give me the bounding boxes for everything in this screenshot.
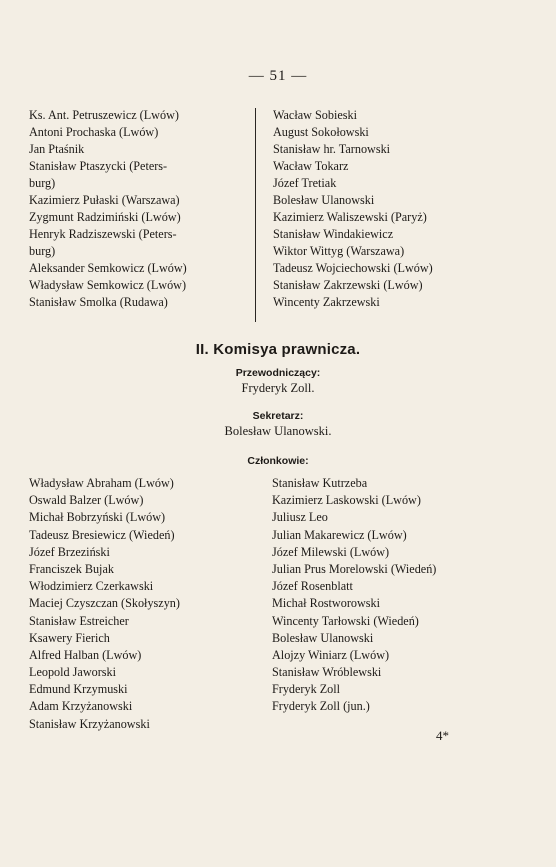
list-item: burg) — [29, 244, 56, 258]
list-item: Kazimierz Waliszewski (Paryż) — [273, 210, 427, 224]
list-item: Michał Bobrzyński (Lwów) — [29, 510, 166, 525]
members-label: Członkowie: — [247, 455, 309, 467]
list-item: Ks. Ant. Petruszewicz (Lwów) — [29, 108, 179, 122]
list-item: Stanisław Smolka (Rudawa) — [29, 295, 168, 309]
list-item: Bolesław Ulanowski — [273, 193, 375, 207]
list-item: Aleksander Semkowicz (Lwów) — [29, 261, 187, 275]
top-right-name-list — [273, 107, 528, 311]
list-item: Stanisław Krzyżanowski — [29, 716, 150, 731]
list-item: Włodzimierz Czerkawski — [29, 579, 154, 594]
list-item: Fryderyk Zoll — [272, 682, 341, 697]
signature-mark: 4* — [436, 728, 449, 743]
list-item: Tadeusz Bresiewicz (Wiedeń) — [29, 527, 175, 542]
chair-name: Fryderyk Zoll. — [241, 381, 315, 395]
list-item: Józef Brzeziński — [29, 544, 110, 559]
list-item: Kazimierz Pułaski (Warszawa) — [29, 193, 180, 207]
list-item: Wincenty Zakrzewski — [273, 295, 380, 309]
list-item: Wacław Sobieski — [273, 108, 357, 122]
list-item: Władysław Semkowicz (Lwów) — [29, 278, 187, 292]
list-item: Stanisław Wróblewski — [272, 665, 382, 680]
column-divider — [255, 108, 256, 322]
list-item: Oswald Balzer (Lwów) — [29, 493, 144, 508]
secretary-name: Bolesław Ulanowski. — [224, 424, 332, 438]
list-item: Stanisław Zakrzewski (Lwów) — [273, 278, 423, 292]
list-item: Bolesław Ulanowski — [272, 630, 374, 645]
list-item: Kazimierz Laskowski (Lwów) — [272, 493, 421, 508]
list-item: Franciszek Bujak — [29, 561, 114, 576]
list-item: Zygmunt Radzimiński (Lwów) — [29, 210, 181, 224]
chair-label: Przewodniczący: — [235, 367, 321, 379]
list-item: Jan Ptaśnik — [29, 142, 85, 156]
list-item: Stanisław hr. Tarnowski — [273, 142, 391, 156]
page-number: — 51 — — [248, 68, 308, 84]
members-left-list — [29, 475, 254, 733]
list-item: Leopold Jaworski — [29, 665, 116, 680]
list-item: Henryk Radziszewski (Peters- — [29, 227, 177, 241]
list-item: August Sokołowski — [273, 125, 369, 139]
list-item: Adam Krzyżanowski — [29, 699, 133, 714]
list-item: Wincenty Tarłowski (Wiedeń) — [272, 613, 419, 628]
secretary-label: Sekretarz: — [252, 410, 304, 422]
list-item: Józef Rosenblatt — [272, 579, 353, 594]
list-item: Stanisław Windakiewicz — [273, 227, 394, 241]
list-item: Edmund Krzymuski — [29, 682, 128, 697]
list-item: Maciej Czyszczan (Skołyszyn) — [29, 596, 180, 611]
top-left-name-list — [29, 107, 247, 311]
list-item: Stanisław Estreicher — [29, 613, 129, 628]
list-item: Julian Prus Morelowski (Wiedeń) — [272, 561, 437, 576]
list-item: Stanisław Ptaszycki (Peters- — [29, 159, 168, 173]
list-item: Michał Rostworowski — [272, 596, 380, 611]
members-right-list — [272, 475, 532, 716]
list-item: Wacław Tokarz — [273, 159, 349, 173]
list-item: Julian Makarewicz (Lwów) — [272, 527, 407, 542]
section-title: II. Komisya prawnicza. — [195, 341, 361, 358]
list-item: Juliusz Leo — [272, 510, 328, 525]
list-item: Józef Tretiak — [273, 176, 337, 190]
list-item: Władysław Abraham (Lwów) — [29, 476, 174, 490]
list-item: Ksawery Fierich — [29, 630, 110, 645]
list-item: Fryderyk Zoll (jun.) — [272, 699, 370, 714]
list-item: Alojzy Winiarz (Lwów) — [272, 647, 390, 662]
list-item: Tadeusz Wojciechowski (Lwów) — [273, 261, 433, 275]
list-item: burg) — [29, 176, 56, 190]
list-item: Józef Milewski (Lwów) — [272, 544, 390, 559]
list-item: Stanisław Kutrzeba — [272, 476, 368, 490]
list-item: Alfred Halban (Lwów) — [29, 647, 142, 662]
list-item: Wiktor Wittyg (Warszawa) — [273, 244, 405, 258]
list-item: Antoni Prochaska (Lwów) — [29, 125, 159, 139]
